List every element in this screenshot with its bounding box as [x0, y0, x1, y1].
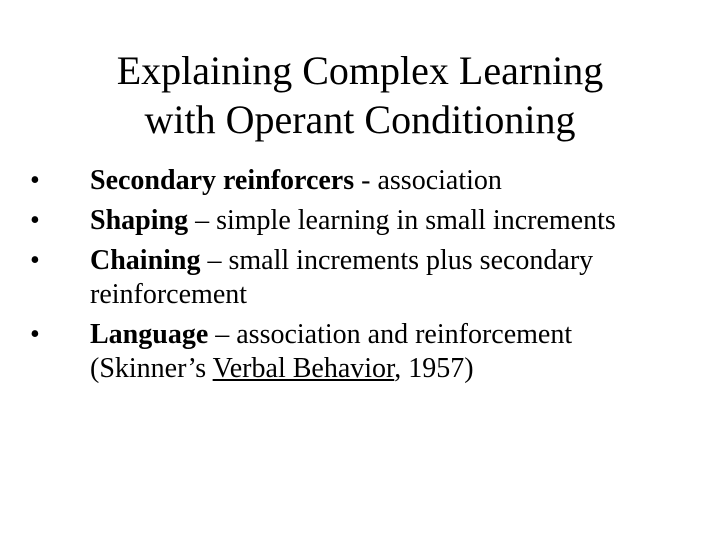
bullet-dot-icon: • — [30, 205, 40, 236]
bullet-text: association and reinforcement — [236, 319, 573, 350]
slide-title — [60, 46, 660, 144]
bullet-text: simple learning in small increments — [216, 205, 616, 236]
bullet-term: Secondary reinforcers — [90, 165, 355, 196]
bullet-item-chaining — [30, 244, 690, 312]
bullet-term: Chaining — [90, 245, 201, 276]
bullet-item-shaping — [30, 204, 690, 238]
bullet-dot-icon: • — [30, 165, 40, 196]
citation-work-title: Verbal Behavior — [212, 353, 395, 384]
bullet-separator: – — [188, 205, 217, 236]
citation-open: (Skinner’s — [90, 353, 213, 384]
bullet-separator: – — [208, 319, 237, 350]
bullet-item-language — [30, 318, 690, 386]
bullet-list — [30, 164, 690, 392]
bullet-text: small increments plus secondary reinforcement — [90, 245, 594, 310]
citation-close: , 1957) — [394, 353, 474, 384]
bullet-item-secondary-reinforcers — [30, 164, 690, 198]
slide-title-line-1: Explaining Complex Learning — [116, 48, 604, 93]
bullet-text: association — [377, 165, 502, 196]
bullet-separator: – — [200, 245, 229, 276]
bullet-term: Language — [90, 319, 209, 350]
bullet-separator: - — [354, 165, 378, 196]
bullet-dot-icon: • — [30, 245, 40, 276]
slide-title-line-2: with Operant Conditioning — [144, 97, 576, 142]
bullet-dot-icon: • — [30, 319, 40, 350]
bullet-term: Shaping — [90, 205, 189, 236]
